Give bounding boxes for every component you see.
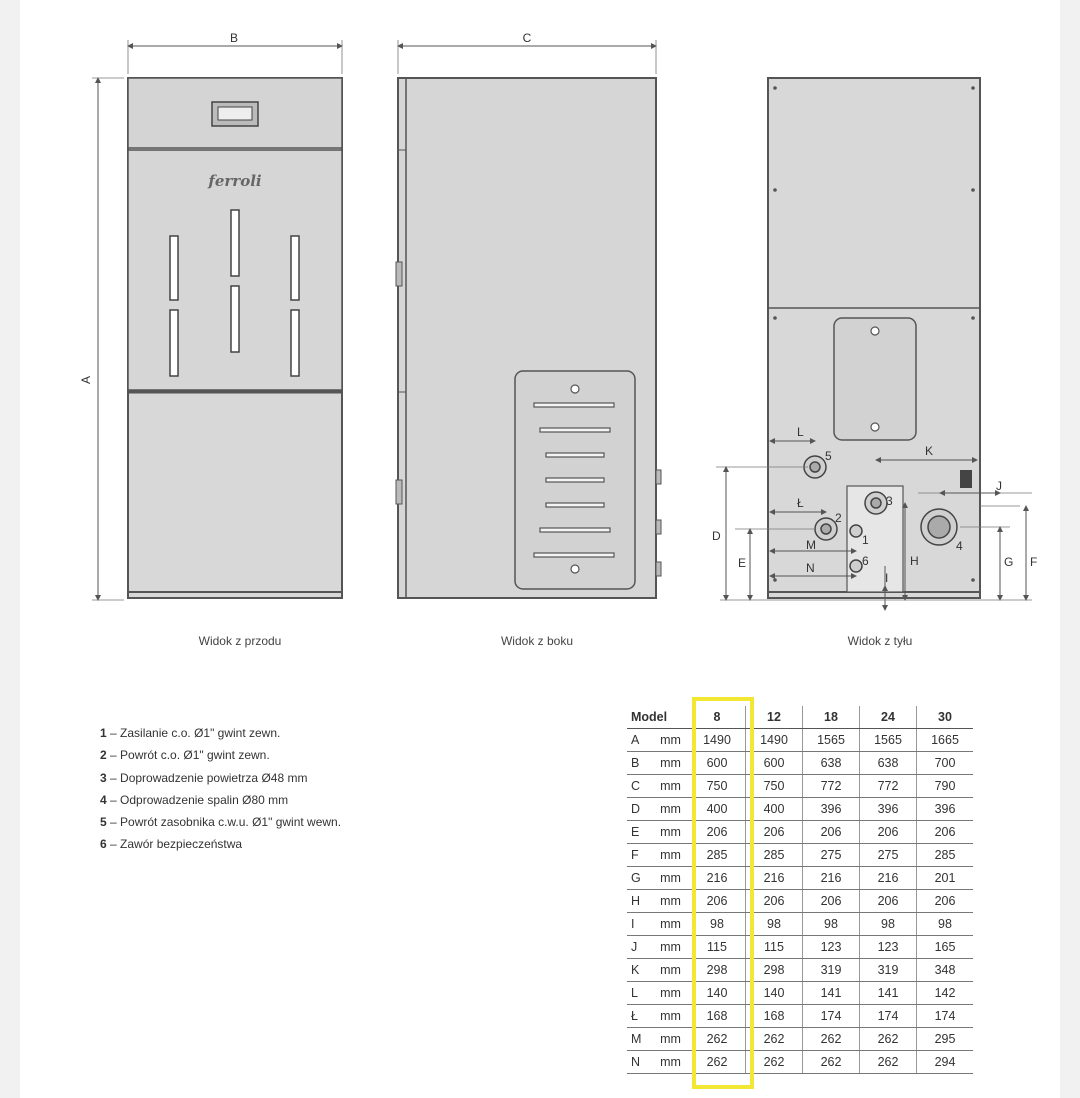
value-cell: 1565 [860, 729, 917, 752]
back-connector-block [960, 470, 972, 488]
port-label-5: 5 [825, 449, 832, 463]
table-row [627, 959, 973, 982]
unit-cell: mm [660, 752, 689, 775]
dim-label-j: J [996, 479, 1002, 493]
legend-item: 4 – Odprowadzenie spalin Ø80 mm [100, 792, 289, 807]
dim-label-k: K [925, 444, 934, 458]
dim-label-f: F [1030, 555, 1038, 569]
value-cell: 262 [860, 1051, 917, 1074]
dimension-letter: K [627, 959, 660, 982]
table-row [627, 936, 973, 959]
value-cell: 1665 [917, 729, 974, 752]
value-cell: 319 [803, 959, 860, 982]
value-cell: 206 [917, 890, 974, 913]
value-cell: 141 [803, 982, 860, 1005]
dim-label-l: L [797, 425, 804, 439]
value-cell: 1490 [746, 729, 803, 752]
value-cell: 206 [917, 821, 974, 844]
unit-cell: mm [660, 729, 689, 752]
value-cell: 115 [689, 936, 746, 959]
dimension-letter: D [627, 798, 660, 821]
value-cell: 140 [746, 982, 803, 1005]
dim-label-a: A [79, 375, 93, 385]
value-cell: 638 [803, 752, 860, 775]
value-cell: 400 [746, 798, 803, 821]
value-cell: 600 [746, 752, 803, 775]
legend-item: 6 – Zawór bezpieczeństwa [100, 837, 243, 852]
dimension-letter: H [627, 890, 660, 913]
legend-item: 1 – Zasilanie c.o. Ø1" gwint zewn. [100, 726, 281, 740]
value-cell: 275 [860, 844, 917, 867]
unit-cell: mm [660, 821, 689, 844]
value-cell: 285 [689, 844, 746, 867]
value-cell: 1490 [689, 729, 746, 752]
value-cell: 216 [803, 867, 860, 890]
value-cell: 295 [917, 1028, 974, 1051]
value-cell: 206 [746, 890, 803, 913]
value-cell: 772 [860, 775, 917, 798]
table-row [627, 1005, 973, 1028]
unit-cell: mm [660, 1028, 689, 1051]
header-model-8: 8 [689, 706, 746, 729]
value-cell: 262 [746, 1051, 803, 1074]
value-cell: 206 [746, 821, 803, 844]
brand-logo: ferroli [208, 172, 262, 190]
table-row [627, 913, 973, 936]
caption-side-view: Widok z boku [500, 634, 574, 648]
table-row [627, 890, 973, 913]
table-row [627, 1051, 973, 1074]
dim-label-l-stroke: Ł [797, 496, 804, 510]
table-row [627, 982, 973, 1005]
value-cell: 772 [803, 775, 860, 798]
dim-label-c: C [522, 31, 532, 45]
dimension-letter: J [627, 936, 660, 959]
unit-cell: mm [660, 867, 689, 890]
value-cell: 168 [689, 1005, 746, 1028]
value-cell: 262 [689, 1051, 746, 1074]
table-row [627, 844, 973, 867]
value-cell: 98 [746, 913, 803, 936]
dimension-letter: M [627, 1028, 660, 1051]
value-cell: 262 [803, 1028, 860, 1051]
dimension-letter: N [627, 1051, 660, 1074]
table-row [627, 1028, 973, 1051]
dim-label-m: M [806, 538, 816, 552]
value-cell: 98 [803, 913, 860, 936]
value-cell: 1565 [803, 729, 860, 752]
unit-cell: mm [660, 936, 689, 959]
table-row [627, 867, 973, 890]
value-cell: 206 [803, 890, 860, 913]
legend-item: 2 – Powrót c.o. Ø1" gwint zewn. [100, 748, 270, 763]
table-row [627, 798, 973, 821]
header-model-24: 24 [860, 706, 917, 729]
unit-cell: mm [660, 913, 689, 936]
port-label-1: 1 [862, 533, 869, 547]
value-cell: 216 [746, 867, 803, 890]
dimension-letter: Ł [627, 1005, 660, 1028]
value-cell: 262 [860, 1028, 917, 1051]
dimension-letter: G [627, 867, 660, 890]
legend-item: 5 – Powrót zasobnika c.w.u. Ø1" gwint wewn. [100, 815, 342, 830]
value-cell: 206 [860, 821, 917, 844]
unit-cell: mm [660, 844, 689, 867]
dim-label-i: I [885, 571, 889, 585]
value-cell: 206 [689, 890, 746, 913]
caption-back-view: Widok z tyłu [847, 634, 913, 648]
dim-label-e: E [738, 556, 747, 570]
table-row [627, 729, 973, 752]
header-model-30: 30 [917, 706, 974, 729]
value-cell: 262 [689, 1028, 746, 1051]
dimension-letter: A [627, 729, 660, 752]
value-cell: 262 [803, 1051, 860, 1074]
back-view [712, 78, 1037, 610]
highlight-model-8-column [692, 697, 754, 1089]
value-cell: 750 [689, 775, 746, 798]
value-cell: 396 [917, 798, 974, 821]
value-cell: 216 [689, 867, 746, 890]
value-cell: 123 [860, 936, 917, 959]
side-view [396, 31, 661, 598]
value-cell: 98 [689, 913, 746, 936]
value-cell: 123 [803, 936, 860, 959]
value-cell: 140 [689, 982, 746, 1005]
front-view [79, 31, 342, 600]
port-label-4: 4 [956, 539, 963, 553]
unit-cell: mm [660, 798, 689, 821]
table-row [627, 821, 973, 844]
value-cell: 600 [689, 752, 746, 775]
value-cell: 206 [689, 821, 746, 844]
dimension-letter: C [627, 775, 660, 798]
value-cell: 400 [689, 798, 746, 821]
value-cell: 174 [917, 1005, 974, 1028]
unit-cell: mm [660, 890, 689, 913]
value-cell: 298 [689, 959, 746, 982]
unit-cell: mm [660, 1005, 689, 1028]
dimensions-table [627, 706, 973, 1074]
value-cell: 115 [746, 936, 803, 959]
table-header-row [627, 706, 973, 729]
dim-label-h: H [910, 554, 919, 568]
back-access-panel [834, 318, 916, 440]
dimension-letter: F [627, 844, 660, 867]
value-cell: 216 [860, 867, 917, 890]
caption-front-view: Widok z przodu [198, 634, 282, 648]
value-cell: 348 [917, 959, 974, 982]
value-cell: 206 [803, 821, 860, 844]
value-cell: 750 [746, 775, 803, 798]
value-cell: 206 [860, 890, 917, 913]
value-cell: 201 [917, 867, 974, 890]
value-cell: 174 [803, 1005, 860, 1028]
dimension-letter: I [627, 913, 660, 936]
value-cell: 98 [860, 913, 917, 936]
value-cell: 298 [746, 959, 803, 982]
dimension-letter: E [627, 821, 660, 844]
unit-cell: mm [660, 959, 689, 982]
value-cell: 396 [860, 798, 917, 821]
value-cell: 174 [860, 1005, 917, 1028]
header-model-18: 18 [803, 706, 860, 729]
value-cell: 294 [917, 1051, 974, 1074]
dim-label-d: D [712, 529, 721, 543]
port-label-6: 6 [862, 554, 869, 568]
dim-label-b: B [229, 31, 239, 45]
dim-label-g: G [1004, 555, 1014, 569]
value-cell: 285 [917, 844, 974, 867]
value-cell: 141 [860, 982, 917, 1005]
value-cell: 275 [803, 844, 860, 867]
value-cell: 319 [860, 959, 917, 982]
value-cell: 168 [746, 1005, 803, 1028]
dimension-letter: B [627, 752, 660, 775]
table-row [627, 775, 973, 798]
port-label-2: 2 [835, 511, 842, 525]
value-cell: 638 [860, 752, 917, 775]
port-label-3: 3 [886, 494, 893, 508]
unit-cell: mm [660, 1051, 689, 1074]
value-cell: 165 [917, 936, 974, 959]
legend-item: 3 – Doprowadzenie powietrza Ø48 mm [100, 770, 308, 785]
value-cell: 285 [746, 844, 803, 867]
connections-legend [100, 722, 341, 856]
value-cell: 790 [917, 775, 974, 798]
value-cell: 262 [746, 1028, 803, 1051]
dim-label-n: N [806, 561, 815, 575]
value-cell: 98 [917, 913, 974, 936]
unit-cell: mm [660, 775, 689, 798]
unit-cell: mm [660, 982, 689, 1005]
table-row [627, 752, 973, 775]
value-cell: 700 [917, 752, 974, 775]
value-cell: 142 [917, 982, 974, 1005]
header-model-12: 12 [746, 706, 803, 729]
header-model: Model [627, 706, 689, 729]
dimension-letter: L [627, 982, 660, 1005]
value-cell: 396 [803, 798, 860, 821]
